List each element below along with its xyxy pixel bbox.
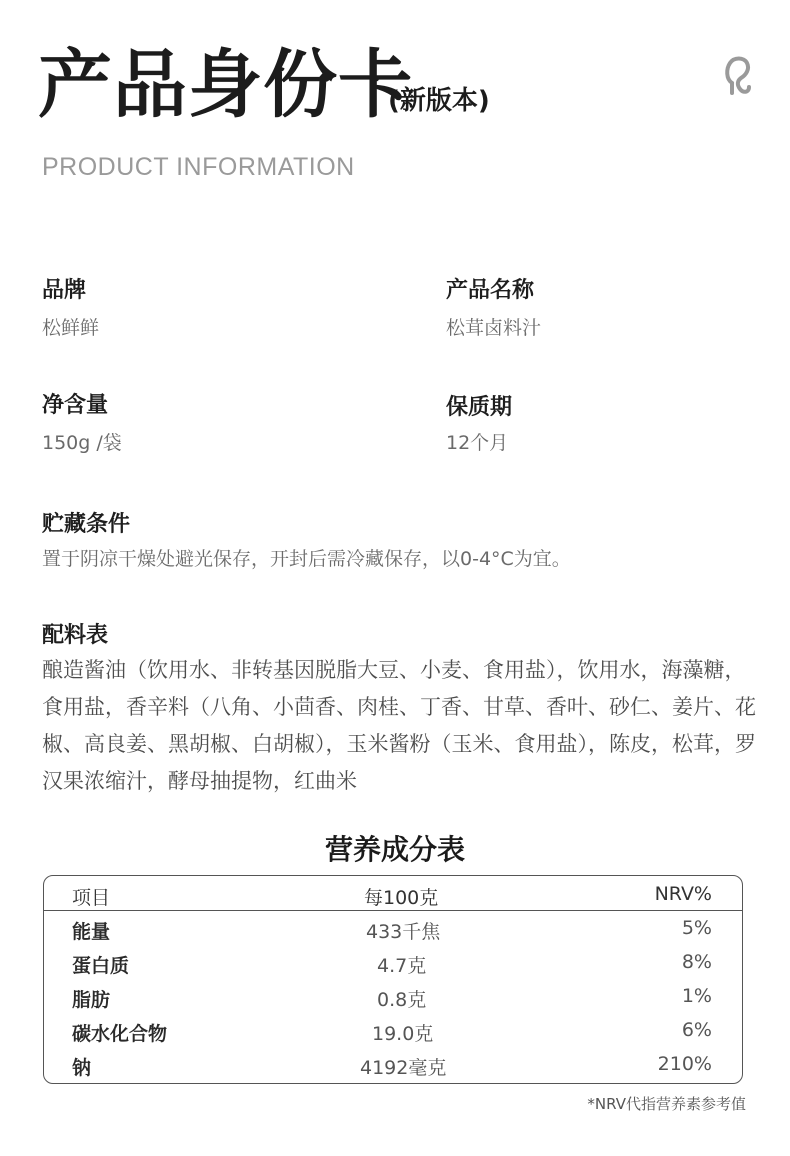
ingredients-label: 配料表 — [42, 623, 109, 648]
storage-label: 贮藏条件 — [42, 512, 131, 537]
nutrition-title: 营养成分表 — [324, 833, 465, 866]
product-name-value: 松茸卤料汁 — [446, 317, 542, 339]
row-sodium-nrv: 210% — [657, 1053, 712, 1075]
row-carbohydrate-value: 19.0克 — [372, 1023, 434, 1045]
row-energy-value: 433千焦 — [366, 921, 441, 943]
row-energy-nrv: 5% — [681, 917, 712, 939]
storage-value: 置于阴凉干燥处避光保存，开封后需冷藏保存，以0-4°C为宜。 — [42, 548, 571, 570]
ingredients-value: 酿造酱油（饮用水、非转基因脱脂大豆、小麦、食用盐），饮用水，海藻糖，食用盐，香辛料（八角、小茴香、肉桂、丁香、甘草、香叶、砂仁、姜片、花椒、高良姜、黑胡椒、白胡椒），玉米酱粉（玉米、食用盐），陈皮，松茸，罗汉果浓缩汁，酵母抽提物，红曲米 — [42, 658, 756, 793]
net-content-value: 150g /袋 — [42, 432, 122, 454]
row-sodium-name: 钠 — [72, 1057, 92, 1079]
page-title: 产品身份卡 — [38, 42, 413, 128]
brand-label: 品牌 — [42, 278, 87, 303]
table-divider — [44, 910, 742, 911]
row-fat-name: 脂肪 — [72, 989, 111, 1011]
header-per100: 每100克 — [364, 887, 439, 909]
row-protein-name: 蛋白质 — [72, 955, 130, 977]
nutrition-table — [43, 875, 743, 1084]
row-carbohydrate-nrv: 6% — [681, 1019, 712, 1041]
row-protein-value: 4.7克 — [377, 955, 427, 977]
brand-value: 松鲜鲜 — [42, 317, 100, 339]
row-energy-name: 能量 — [72, 921, 111, 943]
net-content-label: 净含量 — [42, 393, 109, 418]
header-item: 项目 — [72, 887, 111, 909]
shelf-life-value: 12个月 — [446, 432, 509, 454]
row-fat-nrv: 1% — [681, 985, 712, 1007]
row-fat-value: 0.8克 — [377, 989, 427, 1011]
page-title-suffix: (新版本) — [388, 86, 490, 116]
page-subtitle: PRODUCT INFORMATION — [42, 153, 355, 181]
hook-icon — [722, 53, 754, 99]
row-protein-nrv: 8% — [681, 951, 712, 973]
shelf-life-label: 保质期 — [446, 395, 513, 420]
product-name-label: 产品名称 — [446, 278, 535, 303]
nrv-footnote: *NRV代指营养素参考值 — [587, 1095, 746, 1113]
header-nrv: NRV% — [654, 883, 712, 905]
row-sodium-value: 4192毫克 — [360, 1057, 447, 1079]
row-carbohydrate-name: 碳水化合物 — [72, 1023, 168, 1045]
